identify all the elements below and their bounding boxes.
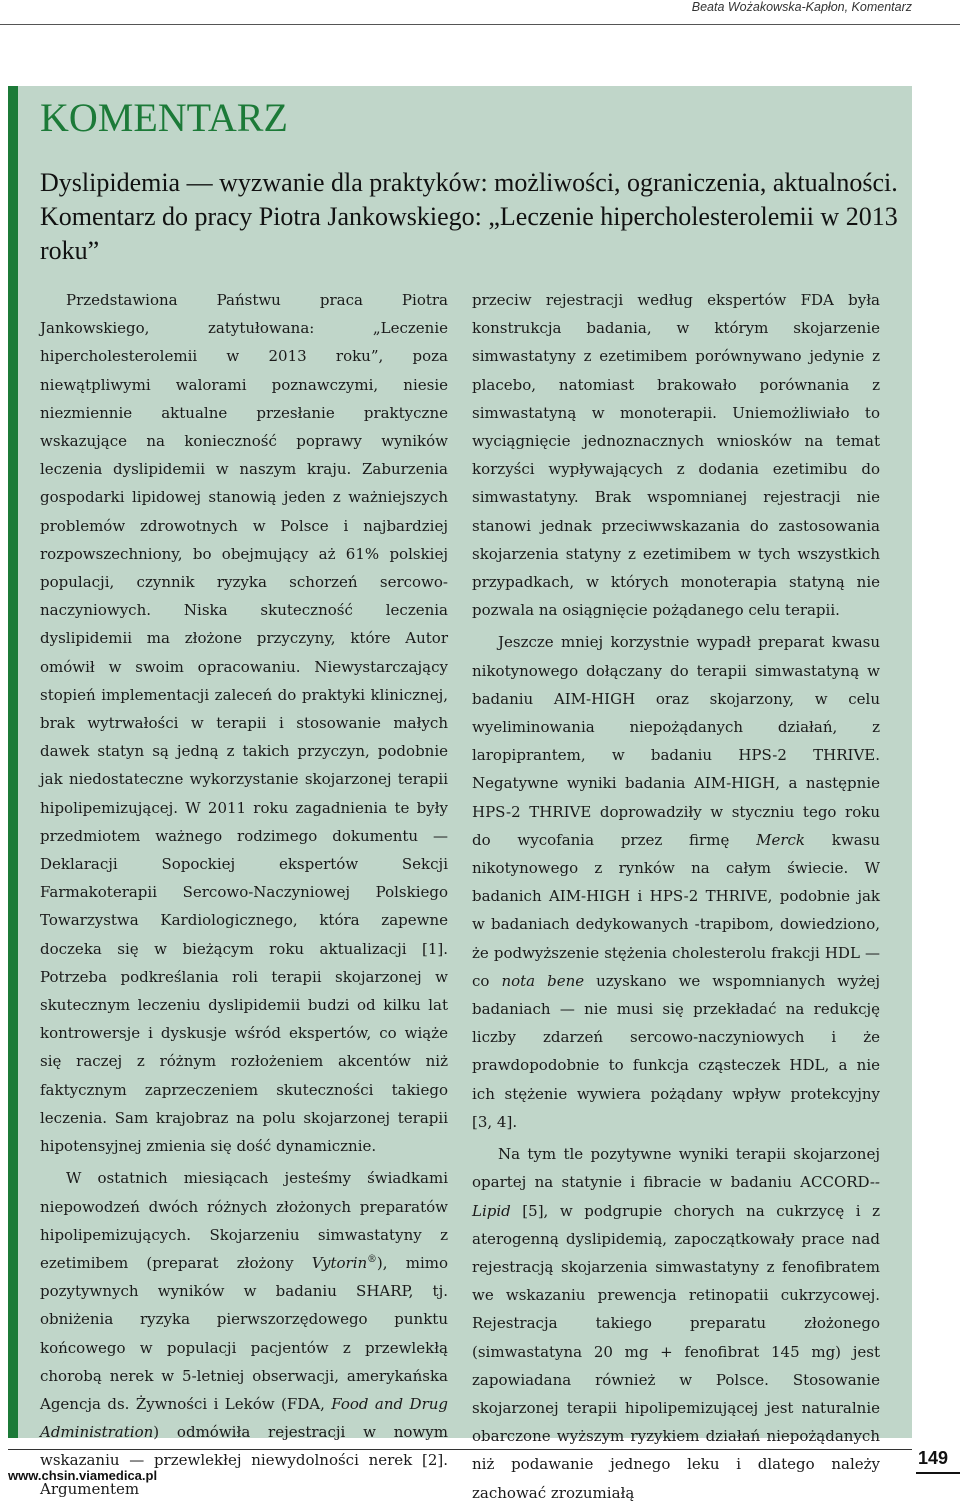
right-column [472,286,880,1507]
left-p2-text-c: ) odmówiła rejestracji w nowym wskazaniu — przewlekłej niewydolności nerek [2]. Argumentem [40,1423,448,1498]
right-p2-text-c: uzyskano we wspomnianych wyżej badaniach — nie musi się przekładać na redukcję liczby zdarzeń sercowo-naczyniowych i że prawdopodobnie to funkcja cząsteczek HDL, a nie ich stężenie wywiera pożądany wpływ protekcyjny [3, 4]. [472,971,881,1131]
accent-bar [8,86,18,1438]
registered-mark: ® [367,1253,377,1265]
nota-bene-term: nota bene [501,971,585,990]
header-rule [0,24,960,25]
right-p2-text-a: Jeszcze mniej korzystnie wypadł preparat kwasu nikotynowego dołączany do terapii simwastatyną w badaniu AIM-HIGH oraz skojarzony, w celu wyeliminowania niepożądanych działań, z laropiprantem, w badaniu HPS-2 THRIVE. Negatywne wyniki badania AIM-HIGH, a następnie HPS-2 THRIVE doprowadziły w styczniu tego roku do wycofania przez firmę [472,633,880,849]
section-title: KOMENTARZ [40,95,288,140]
page-number-underline [916,1472,960,1474]
right-p3-text-a: Na tym tle pozytywne wyniki terapii skojarzonej opartej na statynie i fibracie w badaniu ACCORD- [472,1145,880,1192]
left-column [40,286,448,1503]
page-number: 149 [918,1448,949,1468]
running-head: Beata Wożakowska-Kapłon, Komentarz [691,0,912,14]
article-title: Dyslipidemia — wyzwanie dla praktyków: możliwości, ograniczenia, aktualności. Komentarz do pracy Piotra Jankowskiego: „Leczenie hipercholesterolemii w 2013 roku” [40,168,898,265]
left-p2-text-b: ), mimo pozytywnych wyników w badaniu SHARP, tj. obniżenia ryzyka pierwszorzędowego punktu końcowego w populacji pacjentów z przewlekłą chorobą nerek w 5-letniej obserwacji, amerykańska Agencja ds. Żywności i Leków (FDA, [40,1253,448,1413]
left-paragraph-1: Przedstawiona Państwu praca Piotra Jankowskiego, zatytułowana: „Leczenie hipercholesterolemii w 2013 roku”, poza niewątpliwymi walorami poznawczymi, niesie niezmiennie aktualne przesłanie praktyczne wskazujące na konieczność poprawy wyników leczenia dyslipidemii w naszym kraju. Zaburzenia gospodarki lipidowej stanowią jeden z ważniejszych problemów zdrowotnych w Polsce i najbardziej rozpowszechniony, bo obejmujący aż 61% polskiej populacji, czynnik ryzyka schorzeń sercowo-naczyniowych. Niska skuteczność leczenia dyslipidemii ma złożone przyczyny, które Autor omówił w swoim opracowaniu. Niewystarczający stopień implementacji zaleceń do praktyki klinicznej, brak wytrwałości w terapii i stosowanie małych dawek statyn są jedną z takich przyczyn, podobnie jak niedostateczne wykorzystanie skojarzonej terapii hipolipemizującej. W 2011 roku zagadnienia te były przedmiotem ważnego rodzimego dokumentu — Deklaracji Sopockiej ekspertów Sekcji Farmakoterapii Sercowo-Naczyniowej Polskiego Towarzystwa Kardiologicznego, która zapewne doczeka się w bieżącym roku aktualizacji [1]. Potrzeba podkreślania roli terapii skojarzonej w skutecznym leczeniu dyslipidemii budzi od kilku lat kontrowersje i dyskusje wśród ekspertów, co wiąże się raczej z różnym rozłożeniem akcentów niż faktycznym zaprzeczeniem skuteczności takiego leczenia. Sam krajobraz na polu skojarzonej terapii hipotensyjnej zmienia się dość dynamicznie. [40,291,448,1156]
left-paragraph-2 [40,1164,448,1502]
right-paragraph-2 [472,628,880,1136]
footer-rule [8,1449,912,1450]
right-p3-text-b: [5], w podgrupie chorych na cukrzycę i z aterogenną dyslipidemią, zapoczątkowały prace nad rejestracją skojarzenia simwastatyny z fenofibratem we wskazaniu prewencja retinopatii cukrzycowej. Rejestracja takiego preparatu złożonego (simwastatyna 20 mg + fenofibrat 145 mg) jest zapowiadana również w Polsce. Stosowanie skojarzonej terapii hipolipemizującej jest naturalnie obarczone wyższym ryzykiem działań niepożądanych niż podawanie jednego leku i dlatego należy zachować zrozumiałą [472,1201,880,1502]
right-paragraph-1: przeciw rejestracji według ekspertów FDA była konstrukcja badania, w którym skojarzenie simwastatyny z ezetimibem porównywano jedynie z placebo, natomiast brakowało porównania z simwastatyną w monoterapii. Uniemożliwiało to wyciągnięcie jednoznacznych wniosków na temat korzyści wypływających z dodania ezetimibu do simwastatyny. Brak wspomnianej rejestracji nie stanowi jednak przeciwwskazania do zastosowania skojarzenia statyny z ezetimibem w tych wszystkich przypadkach, w których monoterapia statyną nie pozwala na osiągnięcie pożądanego celu terapii. [472,291,880,620]
fda-term: Food and Drug Administration [40,1394,449,1442]
journal-url-link[interactable]: www.chsin.viamedica.pl [8,1468,158,1483]
vytorin-term: Vytorin [311,1253,368,1272]
right-p2-text-b: kwasu nikotynowego z rynków na całym świecie. W badanich AIM-HIGH i HPS-2 THRIVE, podobnie jak w badaniach dedykowanych -trapibom, dowiedziono, że podwyższenie stężenia cholesterolu frakcji HDL — co [472,830,881,990]
right-paragraph-3 [472,1140,880,1507]
left-p2-text-a: W ostatnich miesiącach jesteśmy świadkami niepowodzeń dwóch różnych złożonych preparatów hipolipemizujących. Skojarzeniu simwastatyny z ezetimibem (preparat złożony [40,1169,448,1272]
merck-term: Merck [756,830,805,849]
lipid-term: -Lipid [472,1173,880,1220]
